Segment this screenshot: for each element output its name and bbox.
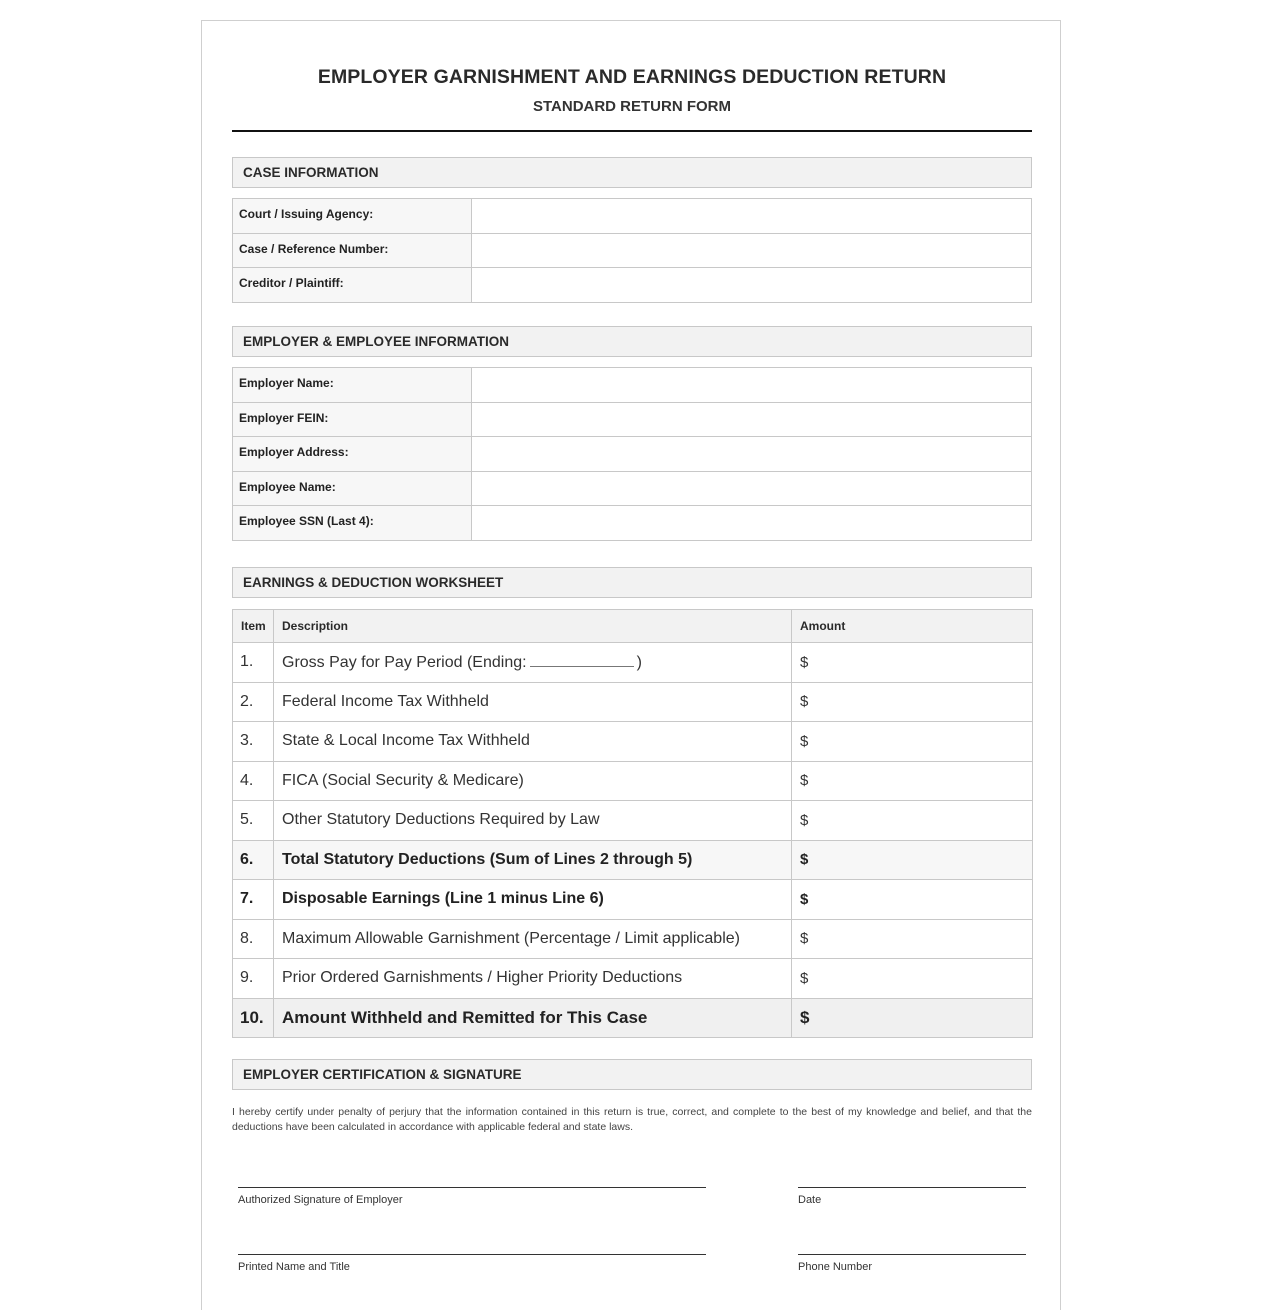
employer-fein-label: Employer FEIN:	[233, 402, 472, 437]
field-row-case-number	[233, 233, 1032, 268]
creditor-field[interactable]	[472, 268, 1032, 303]
worksheet-row-3	[233, 722, 1033, 762]
worksheet-row-9	[233, 959, 1033, 999]
case-number-label: Case / Reference Number:	[233, 233, 472, 268]
state-local-tax-amount-field[interactable]: $	[792, 722, 1033, 762]
form-subtitle: STANDARD RETURN FORM	[532, 98, 732, 115]
employer-name-label: Employer Name:	[233, 368, 472, 403]
printed-name-label: Printed Name and Title	[238, 1261, 350, 1273]
worksheet-row-8	[233, 919, 1033, 959]
line-description: Prior Ordered Garnishments / Higher Priority Deductions	[274, 959, 792, 999]
employer-information-table	[232, 367, 1032, 541]
signature-line[interactable]	[238, 1187, 706, 1188]
worksheet-row-10	[233, 998, 1033, 1038]
gross-pay-amount-field[interactable]: $	[792, 643, 1033, 683]
date-line[interactable]	[798, 1187, 1026, 1188]
employer-information-heading: EMPLOYER & EMPLOYEE INFORMATION	[232, 326, 1032, 357]
field-row-employee-ssn	[233, 506, 1032, 541]
line-description: Total Statutory Deductions (Sum of Lines 2 through 5)	[274, 840, 792, 880]
field-row-employee-name	[233, 471, 1032, 506]
line-number: 2.	[233, 682, 274, 722]
case-number-field[interactable]	[472, 233, 1032, 268]
field-row-employer-name	[233, 368, 1032, 403]
prior-garnishments-amount-field[interactable]: $	[792, 959, 1033, 999]
worksheet-heading: EARNINGS & DEDUCTION WORKSHEET	[232, 567, 1032, 598]
line-number: 4.	[233, 761, 274, 801]
court-agency-field[interactable]	[472, 199, 1032, 234]
worksheet-table	[232, 609, 1033, 1038]
line-description: Maximum Allowable Garnishment (Percentage / Limit applicable)	[274, 919, 792, 959]
line-number: 9.	[233, 959, 274, 999]
line-description: State & Local Income Tax Withheld	[274, 722, 792, 762]
line-description	[274, 643, 792, 683]
worksheet-row-7	[233, 880, 1033, 920]
worksheet-row-4	[233, 761, 1033, 801]
employer-address-label: Employer Address:	[233, 437, 472, 472]
gross-pay-description-end: )	[636, 654, 642, 672]
line-number: 8.	[233, 919, 274, 959]
field-row-court	[233, 199, 1032, 234]
employee-ssn-label: Employee SSN (Last 4):	[233, 506, 472, 541]
employer-address-field[interactable]	[472, 437, 1032, 472]
item-column-header: Item	[233, 610, 274, 643]
field-row-employer-fein	[233, 402, 1032, 437]
description-column-header: Description	[274, 610, 792, 643]
phone-label: Phone Number	[798, 1261, 872, 1273]
employer-name-field[interactable]	[472, 368, 1032, 403]
fica-amount-field[interactable]: $	[792, 761, 1033, 801]
employee-name-field[interactable]	[472, 471, 1032, 506]
worksheet-row-1	[233, 643, 1033, 683]
total-deductions-amount-field[interactable]: $	[792, 840, 1033, 880]
field-row-creditor	[233, 268, 1032, 303]
field-row-employer-address	[233, 437, 1032, 472]
signature-label: Authorized Signature of Employer	[238, 1194, 403, 1206]
max-garnishment-amount-field[interactable]: $	[792, 919, 1033, 959]
case-information-table	[232, 198, 1032, 303]
employer-fein-field[interactable]	[472, 402, 1032, 437]
line-description: Other Statutory Deductions Required by Law	[274, 801, 792, 841]
amount-withheld-field[interactable]: $	[792, 998, 1033, 1038]
employee-ssn-field[interactable]	[472, 506, 1032, 541]
line-number: 7.	[233, 880, 274, 920]
phone-line[interactable]	[798, 1254, 1026, 1255]
court-agency-label: Court / Issuing Agency:	[233, 199, 472, 234]
creditor-label: Creditor / Plaintiff:	[233, 268, 472, 303]
pay-period-ending-blank[interactable]	[530, 652, 634, 667]
other-deductions-amount-field[interactable]: $	[792, 801, 1033, 841]
worksheet-row-6	[233, 840, 1033, 880]
line-number: 3.	[233, 722, 274, 762]
title-divider	[232, 130, 1032, 132]
worksheet-row-5	[233, 801, 1033, 841]
line-number: 10.	[233, 998, 274, 1038]
line-number: 6.	[233, 840, 274, 880]
worksheet-row-2	[233, 682, 1033, 722]
certification-heading: EMPLOYER CERTIFICATION & SIGNATURE	[232, 1059, 1032, 1090]
form-title: EMPLOYER GARNISHMENT AND EARNINGS DEDUCTION RETURN	[317, 66, 947, 88]
line-description: Federal Income Tax Withheld	[274, 682, 792, 722]
line-description: FICA (Social Security & Medicare)	[274, 761, 792, 801]
date-label: Date	[798, 1194, 822, 1206]
printed-name-line[interactable]	[238, 1254, 706, 1255]
federal-tax-amount-field[interactable]: $	[792, 682, 1033, 722]
gross-pay-description: Gross Pay for Pay Period (Ending:	[282, 654, 527, 672]
line-description: Amount Withheld and Remitted for This Case	[274, 998, 792, 1038]
case-information-heading: CASE INFORMATION	[232, 157, 1032, 188]
amount-column-header: Amount	[792, 610, 1033, 643]
employee-name-label: Employee Name:	[233, 471, 472, 506]
form-page	[201, 20, 1061, 1310]
disposable-earnings-amount-field[interactable]: $	[792, 880, 1033, 920]
line-number: 1.	[233, 643, 274, 683]
certification-statement: I hereby certify under penalty of perjury that the information contained in this return is true, correct, and complete to the best of my knowledge and belief, and that the deductions have been calculated in accordance with applicable federal and state laws.	[232, 1106, 1032, 1133]
line-number: 5.	[233, 801, 274, 841]
worksheet-header-row	[233, 610, 1033, 643]
line-description: Disposable Earnings (Line 1 minus Line 6)	[274, 880, 792, 920]
